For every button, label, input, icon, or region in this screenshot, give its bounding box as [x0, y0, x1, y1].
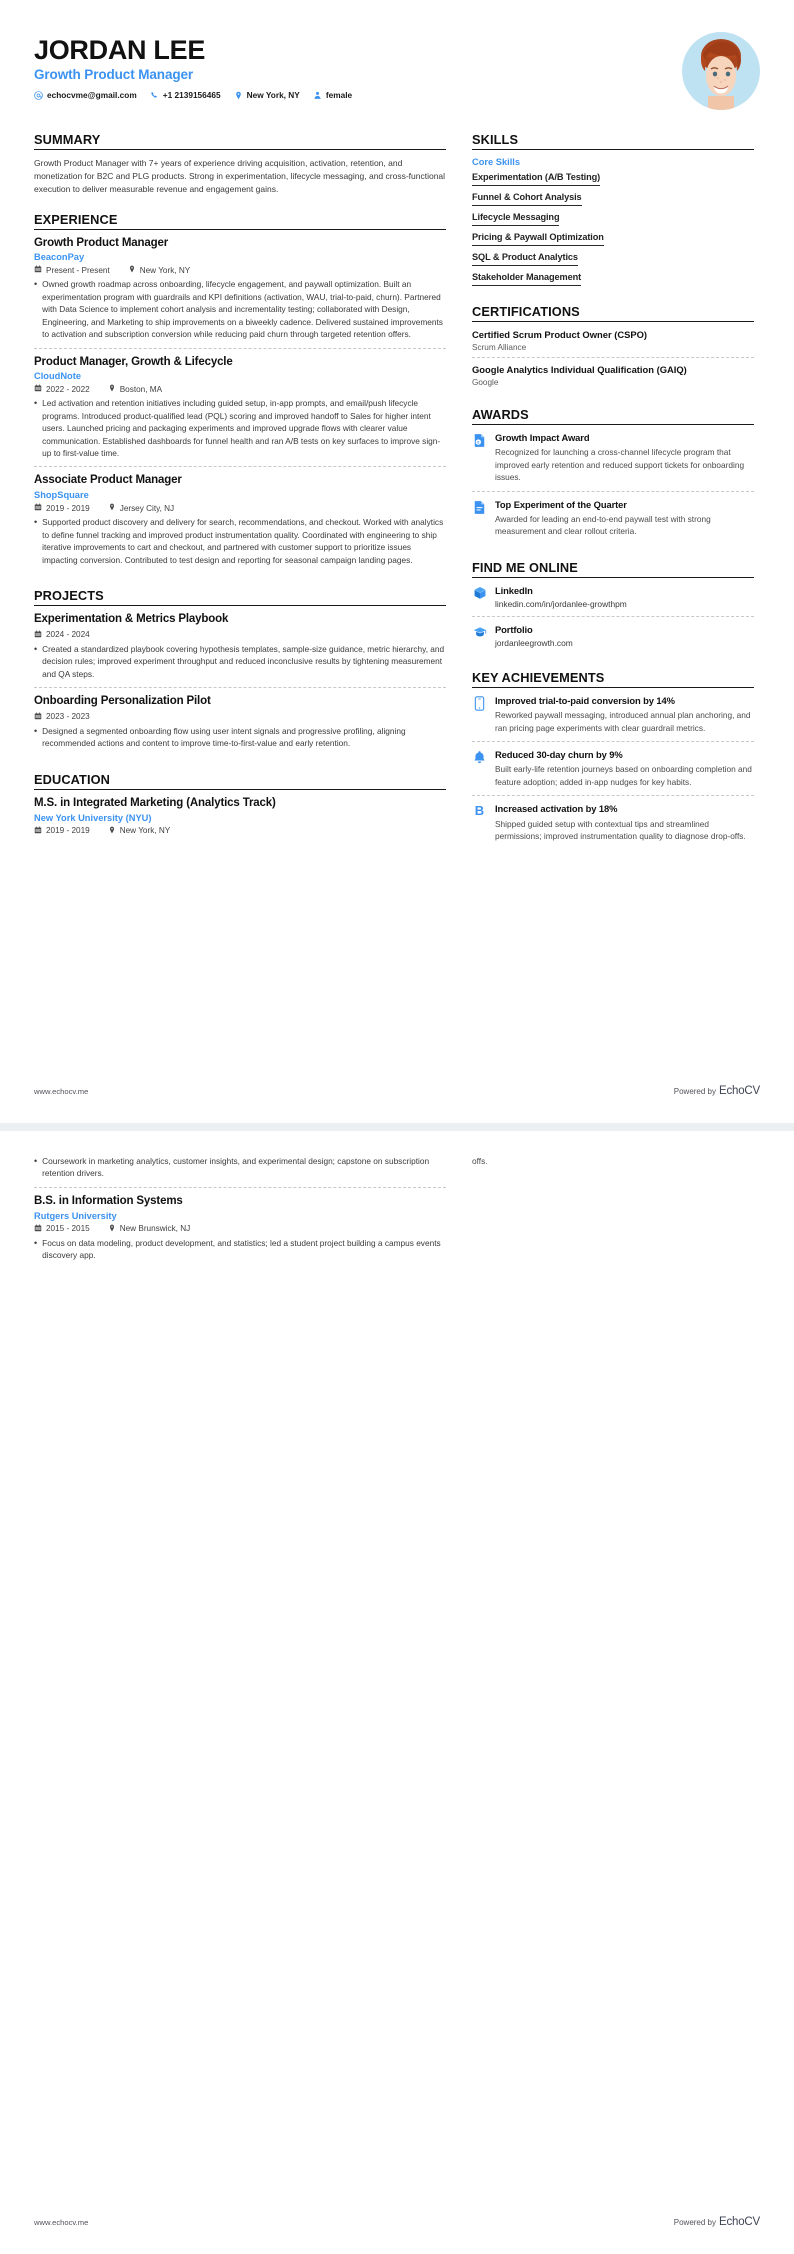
- calendar-icon: [34, 1224, 42, 1234]
- footer-powered-prefix: Powered by: [673, 1087, 716, 1096]
- calendar-icon: [34, 265, 42, 275]
- award-description: Awarded for leading an end-to-end paywall test with strong measurement and clear rollout criteria.: [495, 513, 711, 537]
- project-dates-text: 2024 - 2024: [46, 630, 90, 640]
- project-title: Onboarding Personalization Pilot: [34, 695, 211, 708]
- section-experience: [34, 212, 446, 574]
- letter-b-icon: [472, 803, 487, 820]
- project-dates-text: 2023 - 2023: [46, 712, 90, 722]
- education-entry: [34, 797, 446, 843]
- letter-b-glyph: B: [474, 803, 485, 819]
- bullet-text: Created a standardized playbook covering hypothesis templates, sample-size guidance, metric hierarchy, and decision rules; improved experiment throughput and reduced inconclusive results by tightening measurement and QA steps.: [42, 643, 445, 679]
- online-profile-label: LinkedIn: [495, 584, 533, 596]
- education-school: New York University (NYU): [34, 812, 152, 823]
- footer-brand: EchoCV: [719, 1085, 760, 1097]
- section-title-awards: AWARDS: [472, 407, 754, 425]
- section-title-education: EDUCATION: [34, 772, 446, 790]
- calendar-icon: [34, 712, 42, 722]
- certification-issuer: Scrum Alliance: [472, 343, 527, 353]
- footer-brand: EchoCV: [719, 2216, 760, 2228]
- section-title-certifications: CERTIFICATIONS: [472, 304, 754, 322]
- bullet-dot: •: [34, 398, 38, 409]
- bullet-dot: •: [34, 643, 38, 654]
- experience-company: ShopSquare: [34, 490, 89, 501]
- experience-location: [128, 265, 191, 275]
- education-location: [108, 826, 171, 836]
- bullet-item: [34, 1237, 446, 1262]
- location-pin-icon: [108, 384, 116, 394]
- phone-icon: [150, 91, 159, 100]
- bullet-dot: •: [34, 1156, 38, 1166]
- experience-dates-text: 2022 - 2022: [46, 384, 90, 394]
- skill-label: SQL & Product Analytics: [472, 252, 578, 266]
- online-profile-url[interactable]: linkedin.com/in/jordanlee-growthpm: [495, 598, 627, 609]
- section-education-continued: [34, 1155, 446, 1269]
- experience-company: CloudNote: [34, 371, 81, 382]
- experience-entry: [34, 348, 446, 467]
- resume-columns: [34, 132, 760, 864]
- project-dates: [34, 712, 90, 722]
- bullet-item: [34, 516, 446, 566]
- experience-company: BeaconPay: [34, 252, 85, 263]
- project-title: Experimentation & Metrics Playbook: [34, 613, 229, 626]
- location-pin-icon: [108, 503, 116, 513]
- svg-text:€: €: [477, 439, 480, 445]
- location-pin-icon: [128, 265, 136, 275]
- experience-job-title: Product Manager, Growth & Lifecycle: [34, 355, 233, 368]
- experience-dates-text: Present - Present: [46, 265, 110, 275]
- project-bullets: [34, 643, 446, 680]
- page-footer: [34, 2216, 760, 2228]
- achievement-body: [495, 749, 754, 788]
- experience-bullets: [34, 397, 446, 459]
- bullet-item: [34, 643, 446, 680]
- skill-label: Lifecycle Messaging: [472, 212, 559, 226]
- bullet-dot: •: [34, 279, 38, 290]
- education-bullets: [34, 1237, 446, 1262]
- section-education: [34, 772, 446, 843]
- education-dates-text: 2015 - 2015: [46, 1224, 90, 1234]
- online-profile-label: Portfolio: [495, 623, 533, 635]
- achievement-title: Reduced 30-day churn by 9%: [495, 749, 623, 761]
- summary-text: Growth Product Manager with 7+ years of experience driving acquisition, activation, retention, and monetization for B2C and PLG products. Strong in experimentation, lifecycle messaging, and cross-functional execution to deliver measurable revenue and engagement gains.: [34, 158, 446, 195]
- education-degree: B.S. in Information Systems: [34, 1194, 183, 1207]
- education-degree: M.S. in Integrated Marketing (Analytics Track): [34, 796, 276, 809]
- header-text-block: [34, 30, 352, 100]
- contact-phone[interactable]: [150, 90, 221, 100]
- online-profile-body: [495, 585, 754, 609]
- education-entry-bullets: [34, 1155, 446, 1187]
- online-profile-url[interactable]: jordanleegrowth.com: [495, 638, 573, 649]
- contact-location-text: New York, NY: [246, 90, 300, 101]
- bullet-item: [34, 278, 446, 340]
- achievement-body: [495, 695, 754, 734]
- award-body: [495, 432, 754, 484]
- section-awards: [472, 407, 754, 545]
- resume-columns-page2: [34, 1155, 760, 1284]
- skill-item: [472, 229, 754, 249]
- project-dates: [34, 630, 90, 640]
- achievement-item: [472, 695, 754, 741]
- footer-powered-by: [674, 1085, 760, 1097]
- experience-location-text: Jersey City, NJ: [119, 503, 175, 513]
- certification-item: [472, 329, 754, 357]
- award-item: [472, 491, 754, 545]
- section-find-me-online: [472, 560, 754, 655]
- section-title-summary: SUMMARY: [34, 132, 446, 150]
- calendar-icon: [34, 503, 42, 513]
- contact-location: [234, 90, 300, 100]
- achievement-description: Shipped guided setup with contextual tips and streamlined permissions; improved instrumentation quality to diagnose drop-offs.: [495, 818, 746, 841]
- award-title: Top Experiment of the Quarter: [495, 498, 627, 510]
- calendar-icon: [34, 826, 42, 836]
- bullet-text: Led activation and retention initiatives including guided setup, in-app prompts, and email/push lifecycle programs. Introduced product-qualified lead (PQL) scoring and improved handoff to Sales for higher intent users. Launched pricing and packaging experiments and improved upgrade flows with clearer value communication. Established dashboards for funnel health and ran A/B tests on key surfaces to improve sign-up to first-value time.: [42, 398, 441, 459]
- avatar-photo: [690, 36, 752, 110]
- contact-gender-text: female: [325, 90, 353, 101]
- education-dates: [34, 826, 90, 836]
- skills-group-label: Core Skills: [472, 157, 521, 167]
- footer-powered-by: [674, 2216, 760, 2228]
- bell-icon: [472, 749, 487, 766]
- education-dates: [34, 1224, 90, 1234]
- award-description: Recognized for launching a cross-channel lifecycle program that improved early retention and reduced support tickets for onboarding issues.: [495, 447, 745, 483]
- achievement-item: [472, 795, 754, 849]
- contact-email-text: echocvme@gmail.com: [47, 90, 137, 101]
- achievement-body: [495, 803, 754, 842]
- experience-entry: [34, 466, 446, 573]
- experience-meta: [34, 384, 446, 394]
- section-projects: [34, 588, 446, 757]
- certification-issuer: Google: [472, 378, 499, 388]
- bullet-item: [34, 1155, 446, 1180]
- education-meta: [34, 1224, 446, 1234]
- award-body: [495, 499, 754, 538]
- experience-dates: [34, 503, 90, 513]
- email-icon: [34, 91, 43, 100]
- skill-label: Stakeholder Management: [472, 272, 581, 286]
- section-title-projects: PROJECTS: [34, 588, 446, 606]
- achievement-description: Built early-life retention journeys based on onboarding completion and feature adoption; added in-app nudges for key habits.: [495, 764, 752, 787]
- cube-icon: [472, 585, 487, 602]
- page-footer: [34, 1085, 760, 1097]
- bullet-item: [34, 725, 446, 750]
- calendar-icon: [34, 630, 42, 640]
- bullet-dot: •: [34, 1237, 38, 1248]
- experience-location: [108, 503, 174, 513]
- experience-job-title: Growth Product Manager: [34, 236, 169, 249]
- experience-dates: [34, 265, 110, 275]
- education-dates-text: 2019 - 2019: [46, 826, 90, 836]
- skill-item: [472, 249, 754, 269]
- education-location-text: New York, NY: [119, 826, 171, 836]
- bullet-text: Designed a segmented onboarding flow using user intent signals and progressive profiling, aligning recommended actions and content to improve time-to-first-value and early retention.: [42, 725, 406, 749]
- experience-bullets: [34, 278, 446, 340]
- section-key-achievements: [472, 670, 754, 849]
- bullet-dot: •: [34, 517, 38, 528]
- project-meta: [34, 630, 446, 640]
- resume-page-1: [0, 0, 794, 1123]
- experience-location-text: Boston, MA: [119, 384, 163, 394]
- bullet-text: Focus on data modeling, product development, and statistics; led a student project building a campus events discovery app.: [42, 1237, 441, 1261]
- location-pin-icon: [108, 826, 116, 836]
- right-column-page2: [472, 1155, 754, 1167]
- bullet-text: Coursework in marketing analytics, customer insights, and experimental design; capstone on subscription retention drivers.: [42, 1156, 430, 1179]
- section-skills: [472, 132, 754, 289]
- online-profile-body: [495, 624, 754, 648]
- person-icon: [313, 91, 322, 100]
- online-profile-portfolio[interactable]: [472, 616, 754, 655]
- footer-powered-prefix: Powered by: [673, 2218, 716, 2227]
- certification-name: Google Analytics Individual Qualification (GAIQ): [472, 364, 687, 376]
- section-title-key-achievements: KEY ACHIEVEMENTS: [472, 670, 754, 688]
- contact-phone-text: +1 2139156465: [162, 90, 221, 101]
- certification-item: [472, 357, 754, 392]
- award-item: [472, 432, 754, 491]
- project-meta: [34, 712, 446, 722]
- experience-dates-text: 2019 - 2019: [46, 503, 90, 513]
- education-meta: [34, 826, 446, 836]
- footer-url[interactable]: www.echocv.me: [34, 1087, 89, 1096]
- mobile-phone-icon: [472, 695, 487, 712]
- achievement-description: Reworked paywall messaging, introduced annual plan anchoring, and ran pricing page experiments with clear guardrail metrics.: [495, 710, 751, 733]
- achievement-title: Increased activation by 18%: [495, 803, 618, 815]
- bullet-item: [34, 397, 446, 459]
- achievement-item: [472, 741, 754, 795]
- bullet-text: Owned growth roadmap across onboarding, lifecycle engagement, and paywall optimization. Built an experimentation program with guardrails and KPI definitions (activation, WAU, trial-to-paid, churn). Partnered with Data Science to implement cohort analysis and incrementality testing; collaborated with Design, Engineering, and Marketing to ship improvements on a biweekly cadence. Delivered sustained improvements to activation and subscription conversion while reducing paid churn through targeted retention offers.: [42, 279, 443, 340]
- education-location: [108, 1224, 191, 1234]
- skill-item: [472, 169, 754, 189]
- education-location-text: New Brunswick, NJ: [119, 1224, 191, 1234]
- footer-url[interactable]: www.echocv.me: [34, 2218, 89, 2227]
- calendar-icon: [34, 384, 42, 394]
- skill-item: [472, 189, 754, 209]
- location-pin-icon: [108, 1224, 116, 1234]
- skill-item: [472, 209, 754, 229]
- award-title: Growth Impact Award: [495, 432, 590, 444]
- skill-label: Funnel & Cohort Analysis: [472, 192, 582, 206]
- avatar: [682, 32, 760, 110]
- bullet-text: Supported product discovery and delivery for search, recommendations, and checkout. Worked with analytics to define funnel tracking and improved product instrumentation quality. Coordinated with engineering to ship iterative improvements to cart and checkout, and partnered with customer support to prioritize issues impacting conversion. Contributed to test design and reporting for seasonal campaign landing pages.: [42, 517, 444, 565]
- experience-job-title: Associate Product Manager: [34, 474, 182, 487]
- section-title-experience: EXPERIENCE: [34, 212, 446, 230]
- education-school: Rutgers University: [34, 1210, 117, 1221]
- document-icon: [472, 499, 487, 516]
- graduation-cap-icon: [472, 624, 487, 641]
- education-entry: [34, 1187, 446, 1269]
- right-column: [472, 132, 754, 864]
- section-title-find-me-online: FIND ME ONLINE: [472, 560, 754, 578]
- page-title: JORDAN LEE: [34, 35, 206, 65]
- contact-row: [34, 90, 352, 100]
- project-bullets: [34, 725, 446, 750]
- location-pin-icon: [234, 91, 243, 100]
- experience-meta: [34, 265, 446, 275]
- resume-page-2: [0, 1131, 794, 2254]
- project-entry: [34, 613, 446, 687]
- experience-entry: [34, 237, 446, 348]
- left-column-page2: [34, 1155, 446, 1284]
- experience-location-text: New York, NY: [139, 265, 191, 275]
- bullet-dot: •: [34, 725, 38, 736]
- section-certifications: [472, 304, 754, 392]
- certification-name: Certified Scrum Product Owner (CSPO): [472, 329, 648, 340]
- skill-item: [472, 269, 754, 289]
- education-bullets: [34, 1155, 446, 1180]
- contact-email[interactable]: [34, 90, 137, 100]
- experience-bullets: [34, 516, 446, 566]
- skill-label: Pricing & Paywall Optimization: [472, 232, 604, 246]
- contact-gender: [313, 90, 352, 100]
- resume-header: [34, 22, 760, 110]
- experience-meta: [34, 503, 446, 513]
- experience-location: [108, 384, 162, 394]
- section-summary: [34, 132, 446, 197]
- online-profile-linkedin[interactable]: [472, 585, 754, 616]
- experience-dates: [34, 384, 90, 394]
- section-title-skills: SKILLS: [472, 132, 754, 150]
- left-column: [34, 132, 446, 858]
- achievement-description-continued: offs.: [472, 1156, 488, 1166]
- skill-label: Experimentation (A/B Testing): [472, 172, 600, 186]
- achievement-title: Improved trial-to-paid conversion by 14%: [495, 695, 675, 707]
- job-title: Growth Product Manager: [34, 67, 194, 83]
- project-entry: [34, 687, 446, 757]
- page-separator: [0, 1123, 794, 1131]
- document-award-icon: [472, 432, 487, 449]
